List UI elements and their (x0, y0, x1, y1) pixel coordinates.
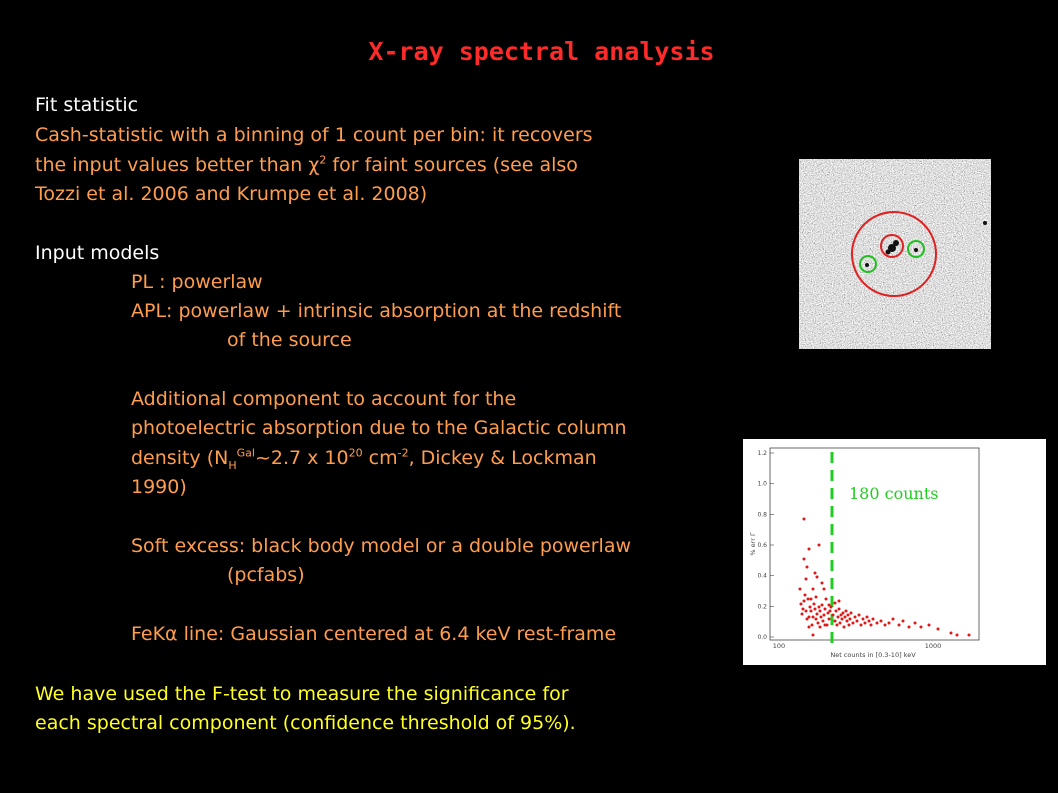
scatter-point (858, 614, 861, 617)
scatter-point (888, 622, 891, 625)
x-axis-label: Net counts in [0.3-10] keV (830, 651, 916, 659)
scatter-point (937, 628, 940, 631)
scatter-point (884, 624, 887, 627)
scatter-point (843, 626, 846, 629)
scatter-point (812, 588, 815, 591)
180-counts-label: 180 counts (849, 484, 939, 503)
additional-line-3: density ($N_H^{Gal}\sim 2.7$ x $10^{20}$ $cm^{-2}$, Dickey & Lockman (131, 446, 597, 472)
scatter-point (838, 600, 841, 603)
scatter-point (808, 548, 811, 551)
scatter-point (801, 613, 804, 616)
x-tick-label: 100 (772, 642, 786, 650)
y-tick-label: 1.0 (757, 480, 767, 488)
y-tick-label: 0.6 (757, 542, 767, 549)
scatter-point (914, 622, 917, 625)
scatter-point (828, 604, 831, 607)
fek-line: FeKα line: Gaussian centered at 6.4 keV rest-frame (131, 623, 617, 645)
scatter-point (816, 613, 819, 616)
scatter-point (870, 624, 873, 627)
y-tick-label: 0.4 (757, 572, 767, 580)
model-pl: PL : powerlaw (131, 271, 263, 293)
scatter-point (956, 634, 959, 637)
y-axis-label: % err Γ (749, 532, 757, 556)
scatter-point (834, 620, 837, 623)
scatter-point (808, 626, 811, 629)
scatter-point (839, 622, 842, 625)
scatter-point (834, 602, 837, 605)
scatter-point (847, 614, 850, 617)
additional-line-1: Additional component to account for the (131, 388, 517, 410)
scatter-point (810, 610, 813, 613)
scatter-point (819, 626, 822, 629)
model-apl-line-2: of the source (227, 329, 352, 351)
scatter-point (815, 596, 818, 599)
scatter-point (880, 620, 883, 623)
model-apl-line-1: APL: powerlaw + intrinsic absorption at the redshift (131, 300, 622, 322)
scatter-point (832, 614, 835, 617)
scatter-point (866, 616, 869, 619)
scatter-point (828, 618, 831, 621)
y-tick-label: 1.2 (757, 450, 767, 457)
scatter-point (803, 600, 806, 603)
scatter-point (806, 566, 809, 569)
scatter-point (838, 608, 841, 611)
scatter-point (852, 622, 855, 625)
scatter-point (821, 604, 824, 607)
scatter-point (908, 626, 911, 629)
scatter-point (812, 634, 815, 637)
scatter-point (824, 608, 827, 611)
scatter-point (809, 606, 812, 609)
scatter-point (816, 576, 819, 579)
scatter-point (844, 616, 847, 619)
scatter-point (842, 612, 845, 615)
scatter-point (837, 616, 840, 619)
scatter-point (803, 558, 806, 561)
scatter-point (968, 634, 971, 637)
scatter-point (811, 624, 814, 627)
scatter-point (849, 618, 852, 621)
scatter-point (823, 614, 826, 617)
scatter-point (819, 610, 822, 613)
scatter-point (805, 610, 808, 613)
scatter-point (846, 620, 849, 623)
scatter-point (800, 603, 803, 606)
scatter-point (815, 618, 818, 621)
scatter-point (950, 632, 953, 635)
scatter-point (818, 606, 821, 609)
soft-excess-line-2: (pcfabs) (227, 564, 305, 586)
error-vs-counts-plot (743, 439, 1046, 665)
scatter-point (898, 624, 901, 627)
additional-line-2: photoelectric absorption due to the Galactic column (131, 417, 627, 439)
y-tick-label: 0.8 (757, 511, 767, 519)
scatter-point (876, 622, 879, 625)
scatter-point (818, 544, 821, 547)
scatter-point (860, 624, 863, 627)
scatter-point (814, 572, 817, 575)
scatter-point (829, 610, 832, 613)
scatter-point (817, 622, 820, 625)
input-models-heading: Input models (35, 242, 160, 264)
alpha-symbol: α (165, 623, 178, 645)
scatter-point (872, 618, 875, 621)
scatter-point (841, 618, 844, 621)
conclusion-line-2: each spectral component (confidence threshold of 95%). (35, 712, 576, 734)
scatter-point (807, 598, 810, 601)
scatter-point (920, 626, 923, 629)
scatter-point (845, 610, 848, 613)
scatter-point (820, 616, 823, 619)
scatter-point (806, 618, 809, 621)
scatter-point (835, 610, 838, 613)
fit-statistic-line-1: Cash-statistic with a binning of 1 count per bin: it recovers (35, 124, 593, 146)
scatter-point (823, 588, 826, 591)
chi-symbol: χ (308, 154, 320, 176)
scatter-point (862, 618, 865, 621)
scatter-point (928, 624, 931, 627)
soft-excess-line-1: Soft excess: black body model or a double powerlaw (131, 535, 632, 557)
scatter-point (802, 608, 805, 611)
scatter-point (821, 582, 824, 585)
scatter-point (824, 624, 827, 627)
scatter-point (813, 603, 816, 606)
xray-source-image (799, 159, 991, 349)
scatter-point (803, 518, 806, 521)
scatter-point (812, 616, 815, 619)
scatter-point (814, 608, 817, 611)
scatter-point (864, 622, 867, 625)
scatter-point (822, 620, 825, 623)
fit-statistic-heading: Fit statistic (35, 94, 139, 116)
fit-statistic-line-3: Tozzi et al. 2006 and Krumpe et al. 2008) (35, 183, 428, 205)
conclusion-line-1: We have used the F-test to measure the significance for (35, 683, 569, 705)
scatter-point (868, 620, 871, 623)
scatter-point (850, 612, 853, 615)
y-tick-label: 0.2 (757, 603, 767, 611)
scatter-point (799, 588, 802, 591)
scatter-point (805, 578, 808, 581)
scatter-point (825, 598, 828, 601)
fit-statistic-line-2: the input values better than $\chi^2$ for faint sources (see also (35, 153, 578, 176)
y-tick-label: 0.0 (757, 634, 767, 641)
scatter-point (892, 618, 895, 621)
additional-line-4: 1990) (131, 476, 187, 498)
slide-title: X-ray spectral analysis (368, 37, 715, 66)
scatter-point (836, 624, 839, 627)
scatter-point (804, 594, 807, 597)
scatter-point (902, 620, 905, 623)
scatter-point (810, 598, 813, 601)
scatter-point (848, 624, 851, 627)
scatter-point (856, 620, 859, 623)
scatter-point (854, 616, 857, 619)
x-tick-label: 1000 (924, 642, 942, 650)
